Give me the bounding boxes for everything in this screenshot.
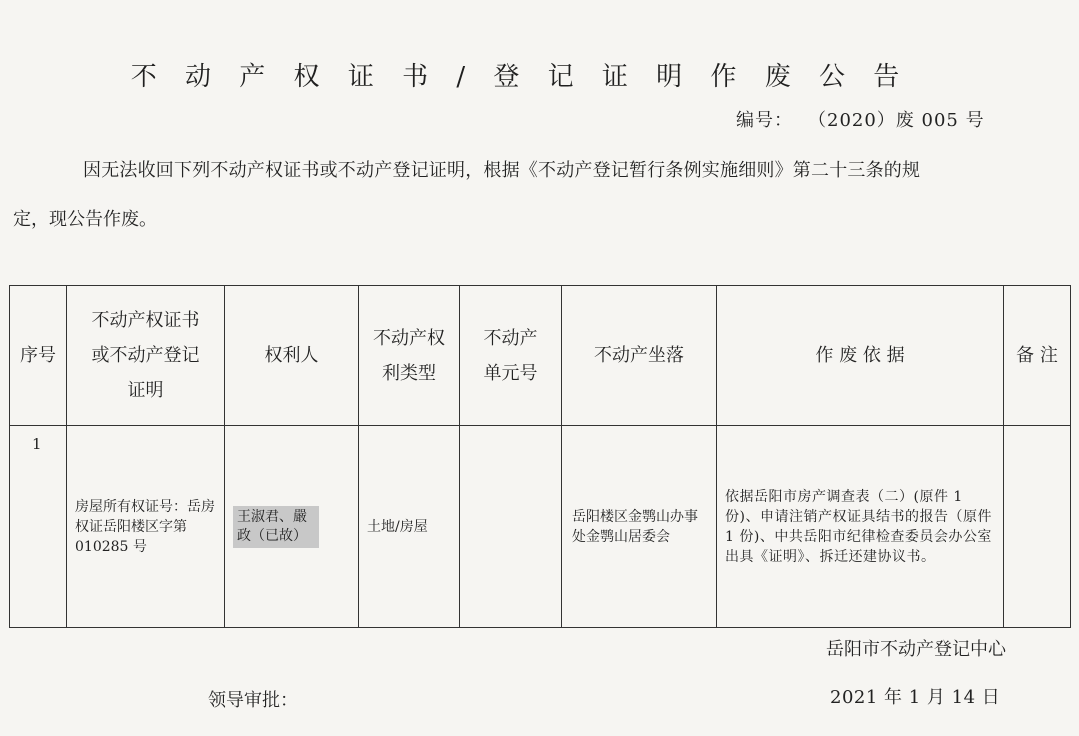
header-right-type xyxy=(359,286,460,426)
intro-line-1: 因无法收回下列不动产权证书或不动产登记证明，根据《不动产登记暂行条例实施细则》第二十三条的规 xyxy=(83,160,921,181)
header-certificate-line: 或不动产登记 xyxy=(91,345,200,366)
header-location: 不动产坐落 xyxy=(562,286,717,426)
header-index: 序号 xyxy=(10,286,67,426)
row-location: 岳阳楼区金鹗山办事处金鹗山居委会 xyxy=(562,426,717,628)
row-basis: 依据岳阳市房产调查表（二）(原件 1 份)、申请注销产权证具结书的报告（原件 1 份)、中共岳阳市纪律检查委员会办公室出具《证明》、拆迁还建协议书。 xyxy=(717,426,1004,628)
header-certificate-line: 证明 xyxy=(127,380,164,401)
header-holder: 权利人 xyxy=(225,286,359,426)
header-remarks: 备 注 xyxy=(1004,286,1071,426)
document-number-value: （2020）废 005 号 xyxy=(817,110,985,131)
header-unit-no-line: 不动产 xyxy=(483,327,538,349)
row-index: 1 xyxy=(32,435,42,453)
document-number xyxy=(736,106,985,132)
approval-label: 领导审批： xyxy=(208,690,298,711)
intro-line-2: 定，现公告作废。 xyxy=(13,209,157,230)
row-index-cell xyxy=(10,426,67,628)
header-certificate xyxy=(67,286,225,426)
header-certificate-line: 不动产权证书 xyxy=(91,310,200,331)
row-remarks xyxy=(1004,426,1071,628)
void-notice-table xyxy=(9,285,1071,628)
header-right-type-line: 不动产权 xyxy=(373,327,445,349)
header-right-type-line: 利类型 xyxy=(382,362,436,384)
row-unit-no xyxy=(460,426,562,628)
header-unit-no xyxy=(460,286,562,426)
issue-date: 2021 年 1 月 14 日 xyxy=(830,687,1001,708)
document-number-label: 编号： xyxy=(736,110,793,131)
row-certificate: 房屋所有权证号：岳房权证岳阳楼区字第 010285 号 xyxy=(67,426,225,628)
document-title: 不 动 产 权 证 书 / 登 记 证 明 作 废 公 告 xyxy=(130,62,910,92)
table-row xyxy=(10,426,1071,628)
table-header-row xyxy=(10,286,1071,426)
header-unit-no-line: 单元号 xyxy=(483,362,538,384)
issuer-name: 岳阳市不动产登记中心 xyxy=(826,639,1006,660)
row-holder-cell xyxy=(225,426,359,628)
header-basis: 作 废 依 据 xyxy=(717,286,1004,426)
row-holder: 王淑君、嚴政（已故） xyxy=(233,506,319,548)
row-right-type: 土地/房屋 xyxy=(359,426,460,628)
